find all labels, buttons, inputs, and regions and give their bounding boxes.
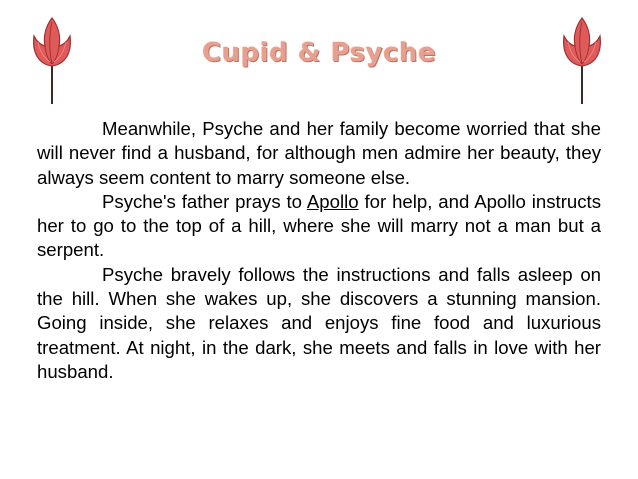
paragraph: Psyche bravely follows the instructions and falls asleep on the hill. When she wakes up, she discovers a stunning mansion. Going inside, she relaxes and enjoys fine food and luxurious treatment. At night, in the dark, she meets and falls in love with her husband.	[37, 263, 601, 382]
paragraph: Meanwhile, Psyche and her family become worried that she will never find a husband, for although men admire her beauty, they always seem content to marry someone else.	[37, 118, 601, 188]
apollo-link[interactable]: Apollo	[306, 190, 359, 212]
paragraph	[37, 190, 601, 263]
paragraph-text: for help, and Apollo instructs her to go to the top of a hill, where she will marry not a man but a serpent.	[37, 190, 601, 261]
paragraph-text: Psyche's father prays to	[102, 190, 307, 212]
slide-body	[37, 117, 601, 384]
slide-title: Cupid & Psyche	[201, 38, 437, 68]
